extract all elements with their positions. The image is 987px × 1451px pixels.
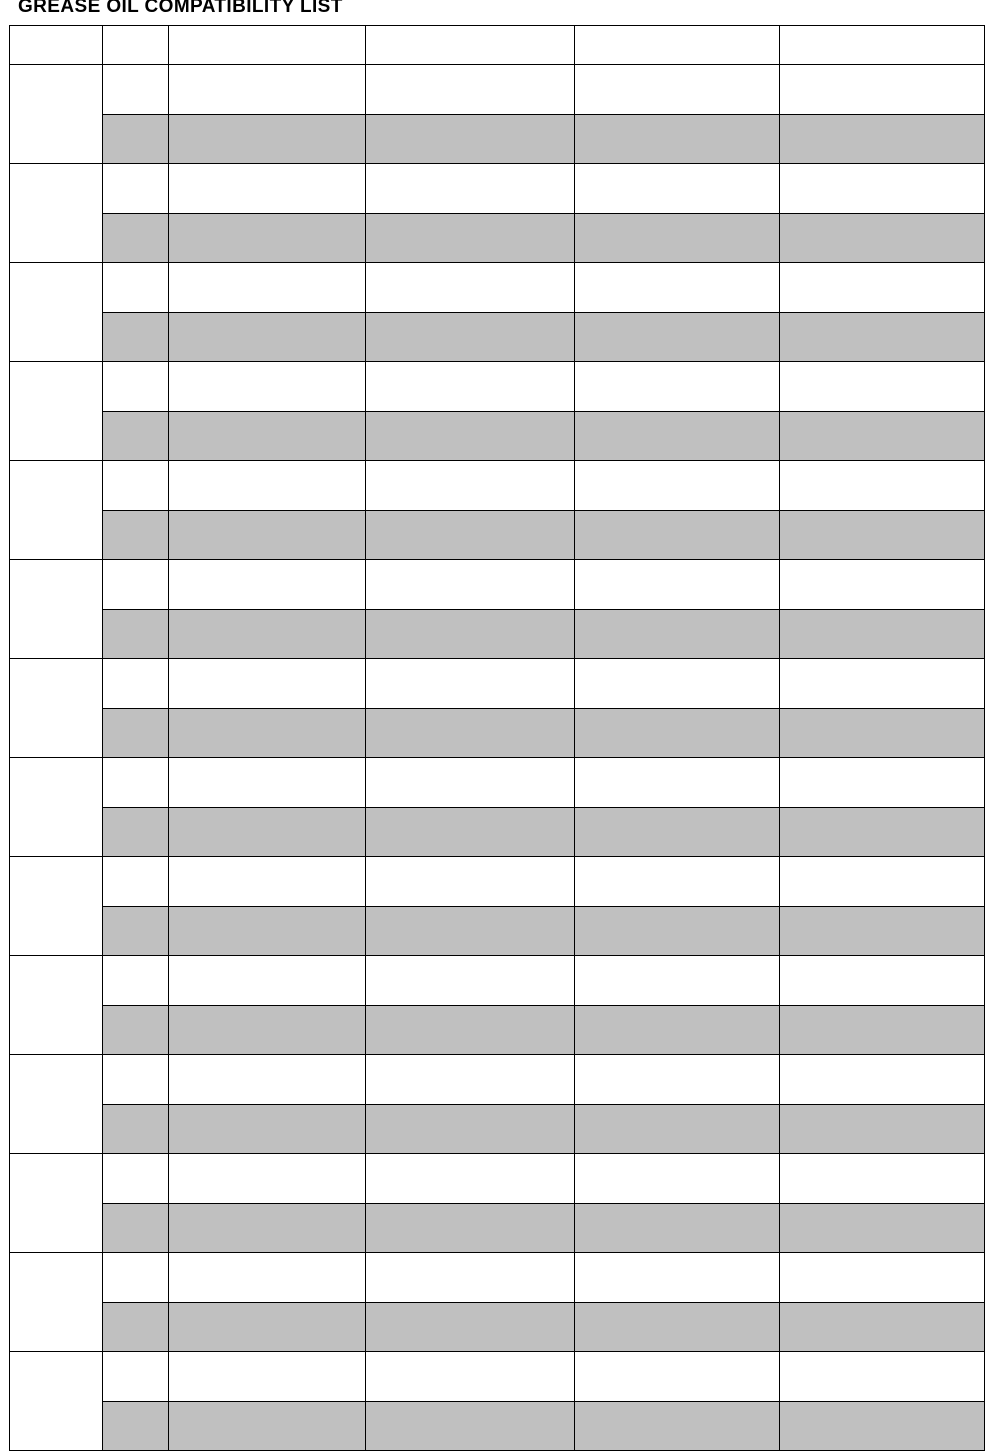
row-cell (103, 214, 169, 263)
table-row (10, 907, 985, 956)
row-cell (780, 214, 985, 263)
row-cell (103, 461, 169, 511)
row-cell (169, 1006, 366, 1055)
row-cell (780, 1204, 985, 1253)
row-cell (366, 1402, 575, 1451)
row-cell (575, 115, 780, 164)
row-cell (103, 758, 169, 808)
table-row (10, 857, 985, 907)
row-label (10, 164, 103, 263)
table-row (10, 511, 985, 560)
row-cell (103, 956, 169, 1006)
row-cell (780, 115, 985, 164)
row-cell (575, 1204, 780, 1253)
row-cell (366, 362, 575, 412)
table-row (10, 659, 985, 709)
row-cell (780, 560, 985, 610)
grease-oil-compatibility-table (9, 25, 985, 1451)
row-cell (169, 1402, 366, 1451)
table-row (10, 1204, 985, 1253)
row-cell (169, 115, 366, 164)
table-row (10, 461, 985, 511)
row-cell (366, 1352, 575, 1402)
row-cell (103, 511, 169, 560)
row-cell (780, 511, 985, 560)
row-cell (780, 461, 985, 511)
row-cell (780, 164, 985, 214)
row-cell (169, 214, 366, 263)
row-cell (366, 808, 575, 857)
row-cell (103, 1303, 169, 1352)
table-row (10, 560, 985, 610)
row-cell (366, 1303, 575, 1352)
row-cell (780, 1402, 985, 1451)
row-cell (575, 65, 780, 115)
row-label (10, 560, 103, 659)
row-cell (103, 1154, 169, 1204)
header-cell-1 (103, 26, 169, 65)
row-cell (575, 709, 780, 758)
row-cell (366, 956, 575, 1006)
row-cell (780, 1154, 985, 1204)
row-cell (366, 1105, 575, 1154)
table-row (10, 758, 985, 808)
table-row (10, 1303, 985, 1352)
row-cell (366, 164, 575, 214)
row-label (10, 659, 103, 758)
row-label (10, 263, 103, 362)
header-cell-0 (10, 26, 103, 65)
compatibility-table-wrapper (9, 25, 978, 1451)
row-label (10, 1154, 103, 1253)
row-cell (575, 956, 780, 1006)
row-cell (575, 1402, 780, 1451)
row-cell (103, 1352, 169, 1402)
row-cell (575, 1055, 780, 1105)
table-row (10, 1402, 985, 1451)
row-cell (366, 1154, 575, 1204)
table-row (10, 214, 985, 263)
table-row (10, 1055, 985, 1105)
row-cell (366, 65, 575, 115)
row-cell (169, 1204, 366, 1253)
row-cell (575, 560, 780, 610)
row-label (10, 1352, 103, 1451)
row-cell (169, 1055, 366, 1105)
table-row (10, 1154, 985, 1204)
row-cell (103, 313, 169, 362)
row-cell (575, 1105, 780, 1154)
row-cell (103, 263, 169, 313)
row-cell (575, 1352, 780, 1402)
row-cell (575, 857, 780, 907)
table-row (10, 1006, 985, 1055)
row-cell (366, 857, 575, 907)
row-label (10, 1253, 103, 1352)
row-cell (103, 115, 169, 164)
row-cell (169, 65, 366, 115)
row-label (10, 65, 103, 164)
row-cell (780, 65, 985, 115)
row-cell (169, 1154, 366, 1204)
row-cell (366, 313, 575, 362)
row-cell (103, 857, 169, 907)
row-cell (169, 857, 366, 907)
row-cell (366, 758, 575, 808)
row-label (10, 956, 103, 1055)
row-cell (366, 709, 575, 758)
row-cell (575, 659, 780, 709)
row-cell (366, 1006, 575, 1055)
table-row (10, 412, 985, 461)
row-cell (780, 610, 985, 659)
table-row (10, 956, 985, 1006)
row-cell (169, 164, 366, 214)
row-cell (780, 263, 985, 313)
row-cell (575, 511, 780, 560)
row-cell (169, 1352, 366, 1402)
row-cell (780, 313, 985, 362)
row-cell (103, 560, 169, 610)
header-cell-4 (575, 26, 780, 65)
row-cell (575, 808, 780, 857)
row-cell (780, 1105, 985, 1154)
row-cell (366, 1055, 575, 1105)
row-cell (780, 362, 985, 412)
row-cell (575, 461, 780, 511)
row-cell (780, 1253, 985, 1303)
row-cell (103, 65, 169, 115)
row-cell (103, 610, 169, 659)
row-label (10, 461, 103, 560)
row-cell (366, 461, 575, 511)
row-cell (103, 362, 169, 412)
row-cell (366, 907, 575, 956)
row-cell (169, 758, 366, 808)
row-cell (780, 1352, 985, 1402)
table-row (10, 1253, 985, 1303)
row-cell (169, 1303, 366, 1352)
row-cell (169, 560, 366, 610)
row-cell (575, 1006, 780, 1055)
page-title: GREASE OIL COMPATIBILITY LIST (18, 0, 343, 17)
row-cell (103, 1006, 169, 1055)
row-cell (780, 659, 985, 709)
row-cell (103, 1402, 169, 1451)
row-cell (780, 1006, 985, 1055)
row-cell (169, 412, 366, 461)
row-cell (575, 164, 780, 214)
row-cell (169, 362, 366, 412)
row-cell (103, 1253, 169, 1303)
row-cell (575, 907, 780, 956)
row-cell (169, 313, 366, 362)
row-cell (780, 709, 985, 758)
row-cell (780, 956, 985, 1006)
row-cell (575, 1303, 780, 1352)
row-label (10, 362, 103, 461)
row-cell (103, 659, 169, 709)
row-cell (169, 907, 366, 956)
row-cell (575, 263, 780, 313)
row-cell (366, 659, 575, 709)
row-cell (366, 263, 575, 313)
row-cell (169, 511, 366, 560)
row-cell (575, 758, 780, 808)
row-cell (169, 610, 366, 659)
table-row (10, 65, 985, 115)
row-cell (103, 1105, 169, 1154)
row-cell (103, 1204, 169, 1253)
row-cell (366, 115, 575, 164)
table-row (10, 808, 985, 857)
row-cell (103, 412, 169, 461)
header-cell-3 (366, 26, 575, 65)
row-cell (780, 907, 985, 956)
table-header-row (10, 26, 985, 65)
row-cell (575, 412, 780, 461)
row-cell (780, 1303, 985, 1352)
row-label (10, 857, 103, 956)
row-cell (169, 1253, 366, 1303)
row-cell (366, 214, 575, 263)
table-row (10, 362, 985, 412)
row-cell (780, 857, 985, 907)
row-cell (780, 758, 985, 808)
table-row (10, 164, 985, 214)
row-cell (103, 1055, 169, 1105)
row-cell (575, 362, 780, 412)
table-row (10, 1105, 985, 1154)
header-cell-5 (780, 26, 985, 65)
table-row (10, 1352, 985, 1402)
row-cell (169, 461, 366, 511)
row-cell (366, 1253, 575, 1303)
row-cell (103, 164, 169, 214)
row-label (10, 758, 103, 857)
row-cell (575, 1253, 780, 1303)
row-cell (366, 560, 575, 610)
row-cell (169, 808, 366, 857)
row-cell (169, 1105, 366, 1154)
row-cell (780, 412, 985, 461)
table-row (10, 313, 985, 362)
row-cell (780, 1055, 985, 1105)
row-cell (103, 808, 169, 857)
row-cell (575, 313, 780, 362)
row-label (10, 1055, 103, 1154)
row-cell (169, 263, 366, 313)
row-cell (103, 907, 169, 956)
table-row (10, 263, 985, 313)
row-cell (169, 709, 366, 758)
header-cell-2 (169, 26, 366, 65)
row-cell (575, 1154, 780, 1204)
row-cell (103, 709, 169, 758)
table-row (10, 709, 985, 758)
table-row (10, 115, 985, 164)
row-cell (575, 610, 780, 659)
row-cell (366, 511, 575, 560)
table-row (10, 610, 985, 659)
row-cell (366, 412, 575, 461)
row-cell (169, 659, 366, 709)
row-cell (366, 1204, 575, 1253)
row-cell (575, 214, 780, 263)
row-cell (780, 808, 985, 857)
row-cell (169, 956, 366, 1006)
row-cell (366, 610, 575, 659)
